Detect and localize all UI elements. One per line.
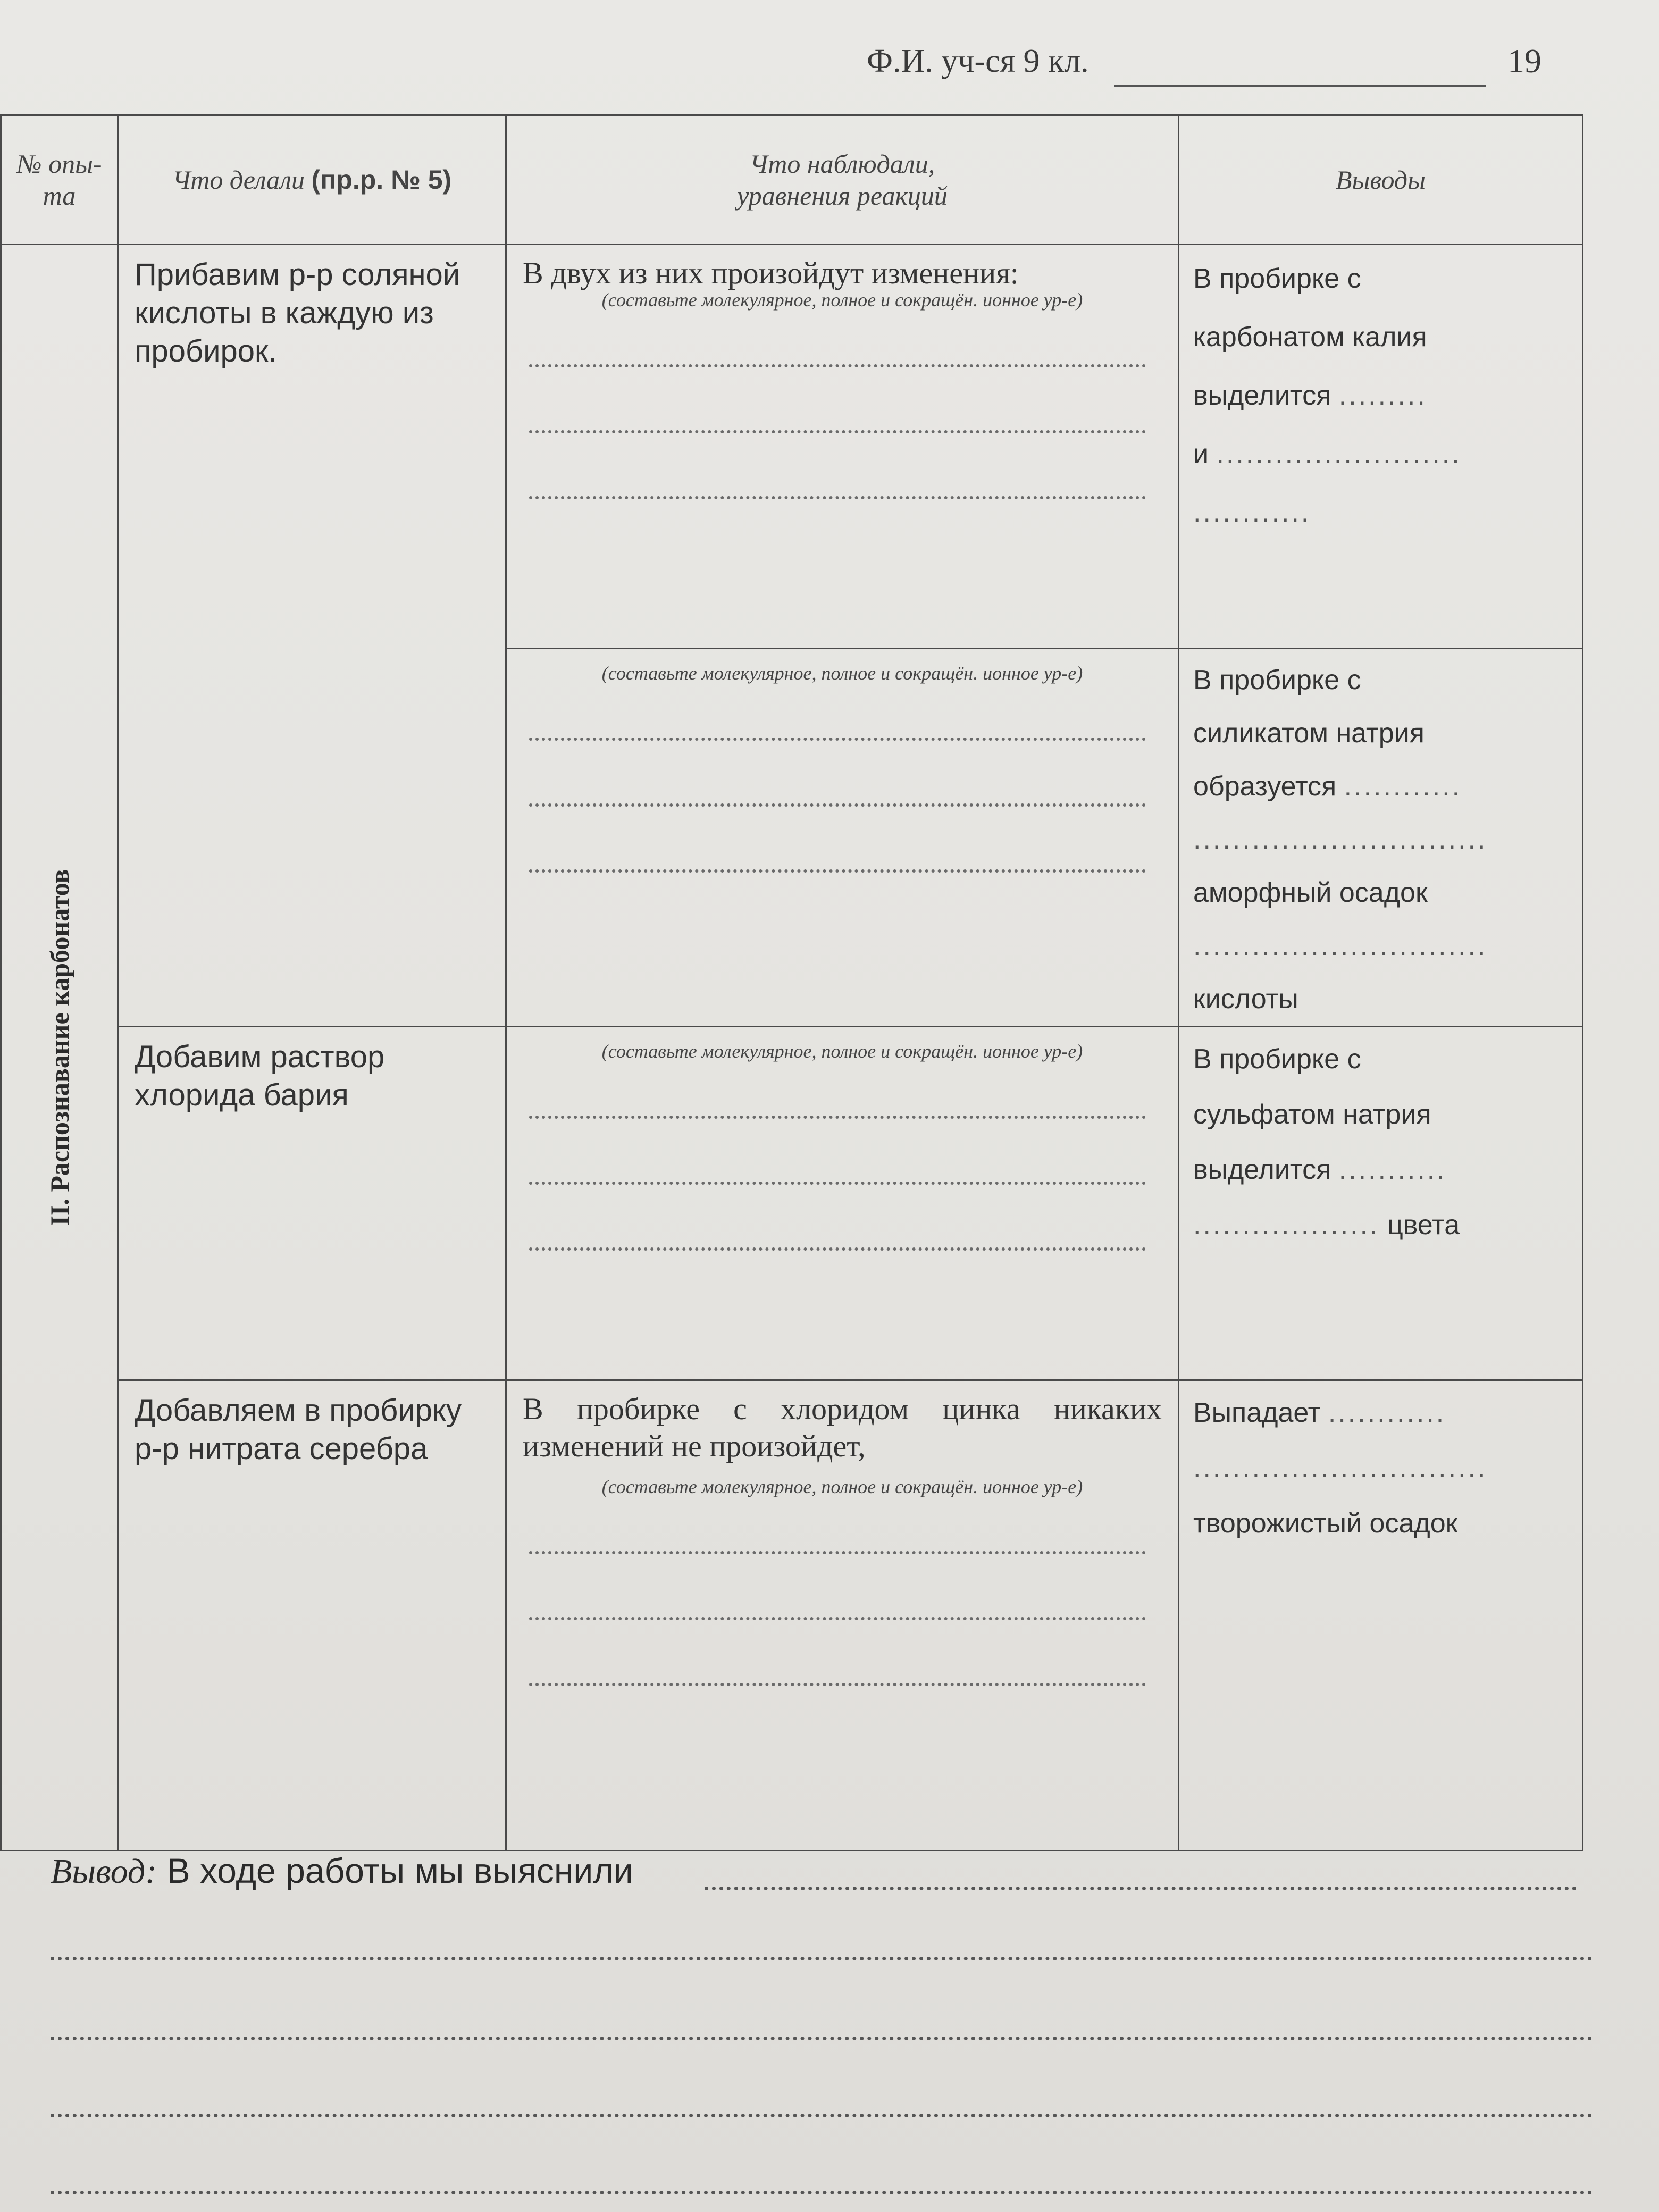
conclusion-text: силикатом натрия (1193, 718, 1425, 749)
conclusion-cell (1179, 1027, 1583, 1380)
student-name-label: Ф.И. уч-ся 9 кл. (867, 43, 1089, 79)
observation-text: В двух из них произойдут изменения: (523, 256, 1019, 290)
student-name-field[interactable] (1114, 85, 1486, 87)
fill-in-dots[interactable]: ............ (1328, 1397, 1446, 1428)
conclusion-text: В пробирке с (1193, 1044, 1361, 1075)
conclusion-line[interactable]: и ......................... (1193, 439, 1462, 470)
fill-in-dots[interactable]: ......................... (1216, 439, 1462, 470)
conclusion-line[interactable]: выделится ........... (1193, 1154, 1447, 1185)
conclusion-text: В пробирке с (1193, 263, 1361, 294)
conclusion-text: кислоты (1193, 984, 1298, 1015)
equation-hint: (составьте молекулярное, полное и сокращён. ионное ур-е) (601, 1476, 1083, 1497)
action-text: Прибавим р-р соляной кислоты в каждую из пробирок. (135, 257, 460, 368)
observation-cell (506, 649, 1179, 1027)
conclusion-lead-text: В ходе работы мы выяснили (166, 1851, 633, 1890)
conclusion-line[interactable]: образуется ............ (1193, 771, 1462, 802)
column-header-what-did-text: Что делали (172, 165, 305, 195)
conclusion-line[interactable]: ................... цвета (1193, 1210, 1460, 1241)
fill-in-dots[interactable]: ........... (1338, 1154, 1447, 1185)
equation-answer-line[interactable] (529, 1683, 1146, 1686)
fill-in-dots[interactable]: .............................. (1193, 824, 1488, 855)
conclusion-line[interactable]: выделится ......... (1193, 380, 1427, 411)
conclusion-cell (1179, 245, 1583, 649)
page-number: 19 (1507, 42, 1541, 80)
table-header-row (1, 115, 1583, 245)
conclusion-line[interactable] (1193, 1440, 1571, 1496)
conclusion-text: сульфатом натрия (1193, 1099, 1431, 1130)
conclusion-line[interactable]: Выпадает ............ (1193, 1397, 1446, 1428)
equation-answer-line[interactable] (529, 1247, 1146, 1251)
conclusion-text: творожистый осадок (1193, 1508, 1458, 1539)
section-cell (1, 245, 118, 1851)
conclusion-line[interactable] (1193, 813, 1571, 866)
equation-answer-line[interactable] (529, 1182, 1146, 1185)
fill-in-dots[interactable]: ................... (1193, 1210, 1380, 1241)
column-header-conclusions: Выводы (1179, 115, 1583, 245)
conclusion-answer-line[interactable] (51, 2191, 1593, 2194)
conclusion-line[interactable] (1193, 483, 1571, 542)
column-header-what-did (118, 115, 506, 245)
column-header-observed-line1: Что наблюдали, (749, 149, 935, 179)
lab-work-table (0, 114, 1583, 1851)
action-text: Добавляем в пробирку р-р нитрата серебра (135, 1393, 462, 1466)
conclusion-cell (1179, 1380, 1583, 1851)
column-header-number: № опы-та (1, 115, 118, 245)
observation-cell (506, 1027, 1179, 1380)
equation-hint: (составьте молекулярное, полное и сокращён. ионное ур-е) (601, 1041, 1083, 1062)
column-header-observed-line2: уравнения реакций (737, 181, 948, 211)
table-row (1, 1027, 1583, 1380)
fill-in-dots[interactable]: .............................. (1193, 931, 1488, 961)
equation-answer-line[interactable] (529, 364, 1146, 367)
column-header-observed (506, 115, 1179, 245)
table-row (1, 245, 1583, 649)
observation-text: В пробирке с хлоридом цинка никаких изменений не произойдет, (523, 1392, 1162, 1463)
conclusion-text: В пробирке с (1193, 665, 1361, 696)
conclusion-answer-line[interactable] (51, 1957, 1593, 1960)
final-conclusion (51, 1850, 1593, 1892)
action-text: Добавим раствор хлорида бария (135, 1040, 385, 1112)
fill-in-dots[interactable]: ............ (1344, 771, 1462, 802)
section-title: II. Распознавание карбонатов (44, 869, 74, 1226)
table-row (1, 1380, 1583, 1851)
observation-cell (506, 1380, 1179, 1851)
action-cell (118, 1380, 506, 1851)
conclusion-answer-line[interactable] (51, 2037, 1593, 2040)
observation-cell (506, 245, 1179, 649)
equation-answer-line[interactable] (529, 1116, 1146, 1119)
fill-in-dots[interactable]: ......... (1338, 380, 1427, 411)
fill-in-dots[interactable]: .............................. (1193, 1453, 1488, 1484)
conclusion-label: Вывод: (51, 1852, 157, 1891)
conclusion-line[interactable] (1193, 919, 1571, 973)
action-cell (118, 245, 506, 1027)
equation-answer-line[interactable] (529, 496, 1146, 499)
conclusion-text: карбонатом калия (1193, 322, 1427, 353)
equation-answer-line[interactable] (529, 738, 1146, 741)
conclusion-cell (1179, 649, 1583, 1027)
conclusion-answer-line[interactable] (51, 2114, 1593, 2117)
conclusion-text: аморфный осадок (1193, 877, 1428, 908)
equation-answer-line[interactable] (529, 803, 1146, 807)
conclusion-answer-line[interactable] (705, 1887, 1577, 1890)
equation-answer-line[interactable] (529, 1617, 1146, 1620)
equation-answer-line[interactable] (529, 1551, 1146, 1554)
equation-hint: (составьте молекулярное, полное и сокращён. ионное ур-е) (601, 289, 1083, 311)
column-header-practical-ref: (пр.р. № 5) (311, 165, 452, 195)
fill-in-dots[interactable]: ............ (1193, 497, 1311, 528)
action-cell (118, 1027, 506, 1380)
equation-hint: (составьте молекулярное, полное и сокращён. ионное ур-е) (601, 663, 1083, 684)
equation-answer-line[interactable] (529, 430, 1146, 433)
equation-answer-line[interactable] (529, 869, 1146, 873)
